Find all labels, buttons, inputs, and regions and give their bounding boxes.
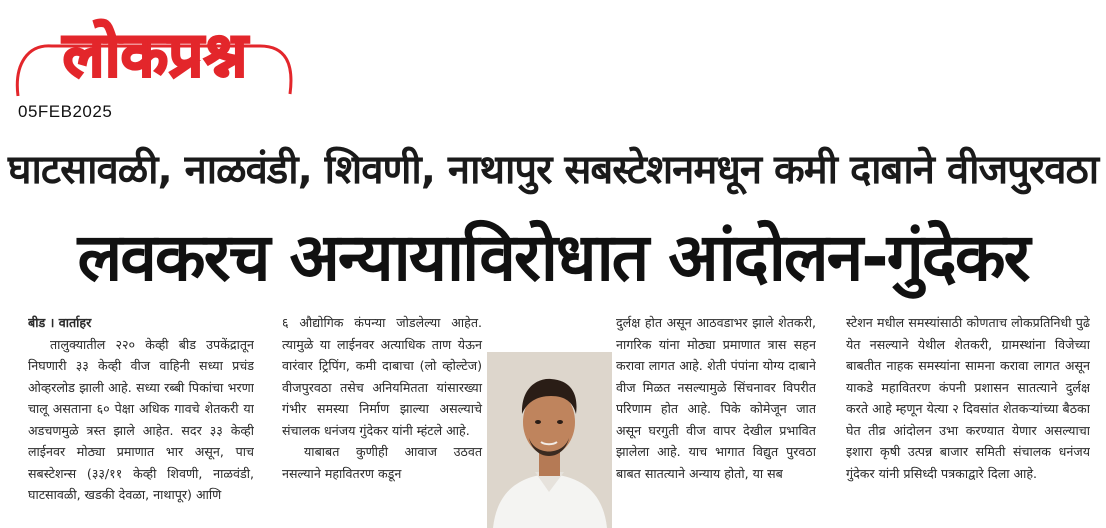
column-2-paragraph-1: ६ औद्योगिक कंपन्या जोडलेल्या आहेत. त्यामुळे या लाईनवर अत्याधिक ताण येऊन वारंवार ट्रिपिंग, कमी दाबाचा (लो व्होल्टेज) वीजपुरवठा तसेच अनियमितता यांसारख्या गंभीर समस्या निर्माण झाल्या असल्याचे संचालक धनंजय गुंदेकर यांनी म्हंटले आहे. (282, 315, 482, 438)
article-column-4 (846, 312, 1090, 526)
byline: बीड । वार्ताहर (28, 315, 92, 330)
person-portrait-icon (487, 352, 612, 528)
logo-wordmark (10, 4, 300, 100)
person-portrait-photo (487, 352, 612, 528)
logo-text: लोकप्रश्न (62, 18, 248, 91)
article-column-1 (28, 312, 254, 526)
edition-date: 05FEB2025 (18, 102, 113, 121)
sub-headline: घाटसावळी, नाळवंडी, शिवणी, नाथापुर सबस्टेशनमधून कमी दाबाने वीजपुरवठा (7, 147, 1099, 193)
masthead-logo (10, 4, 300, 100)
column-2-paragraph-2: याबाबत कुणीही आवाज उठवत नसल्याने महावितरण कडून (282, 444, 482, 481)
main-headline: लवकरच अन्यायाविरोधात आंदोलन-गुंदेकर (77, 219, 1029, 296)
column-4-text: स्टेशन मधील समस्यांसाठी कोणताच लोकप्रतिनिधी पुढे येत नसल्याने येथील शेतकरी, ग्रामस्थांना विजेच्या बाबतीत नाहक समस्यांना सामना करावा लागत असून याकडे महावितरण कंपनी प्रशासन सातत्याने दुर्लक्ष करते आहे म्हणून येत्या २ दिवसांत शेतकऱ्यांच्या बैठका घेत तीव्र आंदोलन उभा करण्यात येणार असल्याचा इशारा कृषी उत्पन्न बाजार समिती संचालक धनंजय गुंदेकर यांनी प्रसिध्दी पत्रकाद्वारे दिला आहे. (846, 315, 1090, 481)
column-3-text: दुर्लक्ष होत असून आठवडाभर झाले शेतकरी, नागरिक यांना मोठ्या प्रमाणात त्रास सहन करावा लागत आहे. शेती पंपांना योग्य दाबाने वीज मिळत नसल्यामुळे सिंचनावर विपरीत परिणाम होत आहे. पिके कोमेजून जात असून घरगुती वीज वापर देखील प्रभावित झालेला आहे. याच भागात विद्युत पुरवठा बाबत सातत्याने अन्याय होतो, या सब (616, 315, 816, 481)
column-1-text: तालुक्यातील २२० केव्ही बीड उपकेंद्रातून निघणारी ३३ केव्ही वीज वाहिनी सध्या प्रचंड ओव्हरलोड झाली आहे. सध्या रब्बी पिकांचा भरणा चालू असताना ६० पेक्षा अधिक गावचे शेतकरी या अडचणमुळे त्रस्त झाले आहेत. सदर ३३ केव्ही लाईनवर मोठ्या प्रमाणात भार असून, पाच सबस्टेशन्स (३३/११ केव्ही शिवणी, नाळवंडी, घाटसावळी, खडकी देवळा, नाथापूर) आणि (28, 336, 254, 502)
